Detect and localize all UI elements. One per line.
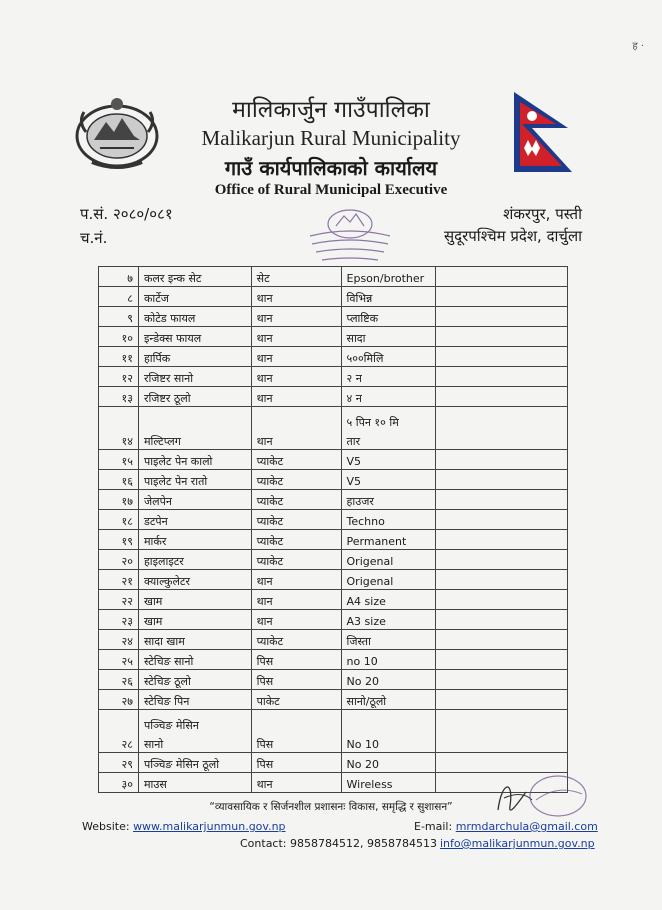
serial-number-cell: १४ [99, 407, 139, 450]
serial-number-cell: १६ [99, 470, 139, 490]
table-row [99, 407, 568, 450]
table-row [99, 530, 568, 550]
item-name-cell: जेलपेन [138, 490, 251, 510]
item-name-cell: हाइलाइटर [138, 550, 251, 570]
blank-cell [436, 590, 568, 610]
footer-contact: Contact: 9858784512, 9858784513 [240, 837, 437, 850]
table-row [99, 327, 568, 347]
description-cell: सानो/ठूलो [341, 690, 436, 710]
office-name-nepali: गाउँ कार्यपालिकाको कार्यालय [224, 156, 438, 180]
info-email-link[interactable]: info@malikarjunmun.gov.np [440, 837, 595, 850]
table-row [99, 650, 568, 670]
unit-cell: थान [251, 590, 341, 610]
serial-number-cell: २४ [99, 630, 139, 650]
description-cell-line-2: तार [346, 435, 361, 448]
item-name-cell: सादा खाम [138, 630, 251, 650]
item-name-cell: हार्पिक [138, 347, 251, 367]
description-cell: A4 size [341, 590, 436, 610]
table-row [99, 630, 568, 650]
description-cell: No 10 [341, 710, 436, 753]
blank-cell [436, 490, 568, 510]
serial-number-cell: ३० [99, 773, 139, 793]
description-cell: Wireless [341, 773, 436, 793]
blank-cell [436, 267, 568, 287]
item-name-cell: स्टेचिङ पिन [138, 690, 251, 710]
blank-cell [436, 710, 568, 753]
serial-number-cell: २३ [99, 610, 139, 630]
blank-cell [436, 287, 568, 307]
table-row [99, 670, 568, 690]
corner-mark: ह · [632, 41, 644, 52]
blank-cell [436, 327, 568, 347]
unit-cell: थान [251, 570, 341, 590]
table-row [99, 387, 568, 407]
item-name-cell [138, 710, 251, 753]
table-row [99, 490, 568, 510]
item-name-cell: मल्टिप्लग [138, 407, 251, 450]
serial-number-cell: २६ [99, 670, 139, 690]
serial-number-cell: ७ [99, 267, 139, 287]
footer-email [414, 820, 598, 833]
unit-cell: थान [251, 307, 341, 327]
table-row [99, 510, 568, 530]
item-name-cell: खाम [138, 610, 251, 630]
serial-number-cell: १८ [99, 510, 139, 530]
description-cell: Origenal [341, 550, 436, 570]
unit-cell: प्याकेट [251, 450, 341, 470]
unit-cell: प्याकेट [251, 510, 341, 530]
email-link[interactable]: mrmdarchula@gmail.com [455, 820, 598, 833]
unit-cell: थान [251, 367, 341, 387]
description-cell: Epson/brother [341, 267, 436, 287]
serial-number-cell: २८ [99, 710, 139, 753]
blank-cell [436, 407, 568, 450]
description-cell-line-1: ५ पिन १० मि [346, 416, 399, 429]
blank-cell [436, 630, 568, 650]
unit-cell: प्याकेट [251, 630, 341, 650]
serial-number-cell: २५ [99, 650, 139, 670]
table-row [99, 287, 568, 307]
unit-cell: पिस [251, 670, 341, 690]
description-cell: ४ न [341, 387, 436, 407]
unit-cell: सेट [251, 267, 341, 287]
blank-cell [436, 690, 568, 710]
items-table [98, 266, 568, 793]
serial-number-cell: १७ [99, 490, 139, 510]
description-cell: ५००मिलि [341, 347, 436, 367]
serial-number-cell: १३ [99, 387, 139, 407]
item-name-cell-line-2: सानो [143, 738, 164, 751]
description-cell: जिस्ता [341, 630, 436, 650]
table-row [99, 450, 568, 470]
description-cell: A3 size [341, 610, 436, 630]
website-label: Website: [82, 820, 134, 833]
serial-number-cell: ९ [99, 307, 139, 327]
email-label: E-mail: [414, 820, 456, 833]
website-link[interactable]: www.malikarjunmun.gov.np [133, 820, 286, 833]
unit-cell: पिस [251, 650, 341, 670]
item-name-cell: पाइलेट पेन कालो [138, 450, 251, 470]
blank-cell [436, 387, 568, 407]
blank-cell [436, 570, 568, 590]
table-row [99, 570, 568, 590]
serial-number-cell: १९ [99, 530, 139, 550]
table-row [99, 470, 568, 490]
item-name-cell: रजिष्टर सानो [138, 367, 251, 387]
item-name-cell: रजिष्टर ठूलो [138, 387, 251, 407]
description-cell: २ न [341, 367, 436, 387]
blank-cell [436, 307, 568, 327]
table-row [99, 347, 568, 367]
table-row [99, 307, 568, 327]
address-line-1: शंकरपुर, पस्ती [503, 205, 582, 223]
blank-cell [436, 610, 568, 630]
reference-number: प.सं. २०८०/०८१ [80, 205, 173, 223]
table-row [99, 610, 568, 630]
address-line-2: सुदूरपश्चिम प्रदेश, दार्चुला [444, 227, 582, 245]
office-seal-stamp [300, 196, 400, 266]
serial-number-cell: १२ [99, 367, 139, 387]
unit-cell: थान [251, 610, 341, 630]
municipality-name-nepali: मालिकार्जुन गाउँपालिका [232, 97, 430, 123]
description-cell: विभिन्न [341, 287, 436, 307]
table-row [99, 267, 568, 287]
serial-number-cell: २७ [99, 690, 139, 710]
serial-number-cell: २१ [99, 570, 139, 590]
serial-number-cell: २० [99, 550, 139, 570]
description-cell: सादा [341, 327, 436, 347]
item-name-cell: पाइलेट पेन रातो [138, 470, 251, 490]
table-row [99, 690, 568, 710]
table-row [99, 710, 568, 753]
item-name-cell: मार्कर [138, 530, 251, 550]
serial-number-cell: ८ [99, 287, 139, 307]
blank-cell [436, 650, 568, 670]
item-name-cell: स्टेचिङ ठूलो [138, 670, 251, 690]
serial-number-cell: १५ [99, 450, 139, 470]
description-cell: V5 [341, 450, 436, 470]
serial-number-cell: २९ [99, 753, 139, 773]
unit-cell: प्याकेट [251, 470, 341, 490]
footer-website [82, 820, 286, 833]
unit-cell: थान [251, 407, 341, 450]
item-name-cell: क्याल्कुलेटर [138, 570, 251, 590]
unit-cell: थान [251, 347, 341, 367]
description-cell: no 10 [341, 650, 436, 670]
unit-cell: पिस [251, 753, 341, 773]
serial-number-cell: २२ [99, 590, 139, 610]
item-name-cell-line-1: पञ्चिङ मेसिन [143, 719, 199, 732]
item-name-cell: पञ्चिङ मेसिन ठूलो [138, 753, 251, 773]
unit-cell: प्याकेट [251, 550, 341, 570]
table-row [99, 590, 568, 610]
unit-cell: थान [251, 327, 341, 347]
dispatch-number: च.नं. [80, 229, 108, 247]
unit-cell: पिस [251, 710, 341, 753]
description-cell: हाउजर [341, 490, 436, 510]
serial-number-cell: १० [99, 327, 139, 347]
municipality-name-english: Malikarjun Rural Municipality [201, 126, 461, 150]
description-cell: Permanent [341, 530, 436, 550]
item-name-cell: इन्डेक्स फायल [138, 327, 251, 347]
item-name-cell: कलर इन्क सेट [138, 267, 251, 287]
blank-cell [436, 450, 568, 470]
description-cell: No 20 [341, 670, 436, 690]
unit-cell: पाकेट [251, 690, 341, 710]
blank-cell [436, 367, 568, 387]
table-row [99, 367, 568, 387]
signature-and-stamp [492, 770, 592, 825]
description-cell: प्लाष्टिक [341, 307, 436, 327]
blank-cell [436, 670, 568, 690]
description-cell: Techno [341, 510, 436, 530]
blank-cell [436, 550, 568, 570]
unit-cell: प्याकेट [251, 530, 341, 550]
table-row [99, 550, 568, 570]
blank-cell [436, 470, 568, 490]
footer-slogan: “व्यावसायिक र सिर्जनशील प्रशासनः विकास, समृद्धि र सुशासन” [209, 801, 453, 813]
office-name-english: Office of Rural Municipal Executive [214, 182, 448, 198]
unit-cell: थान [251, 387, 341, 407]
item-name-cell: खाम [138, 590, 251, 610]
blank-cell [436, 347, 568, 367]
item-name-cell: माउस [138, 773, 251, 793]
serial-number-cell: ११ [99, 347, 139, 367]
description-cell: Origenal [341, 570, 436, 590]
item-name-cell: डटपेन [138, 510, 251, 530]
unit-cell: थान [251, 287, 341, 307]
item-name-cell: कार्टेज [138, 287, 251, 307]
blank-cell [436, 530, 568, 550]
item-name-cell: कोटेड फायल [138, 307, 251, 327]
unit-cell: प्याकेट [251, 490, 341, 510]
unit-cell: थान [251, 773, 341, 793]
description-cell [341, 407, 436, 450]
blank-cell [436, 510, 568, 530]
description-cell: V5 [341, 470, 436, 490]
item-name-cell: स्टेचिङ सानो [138, 650, 251, 670]
description-cell: No 20 [341, 753, 436, 773]
